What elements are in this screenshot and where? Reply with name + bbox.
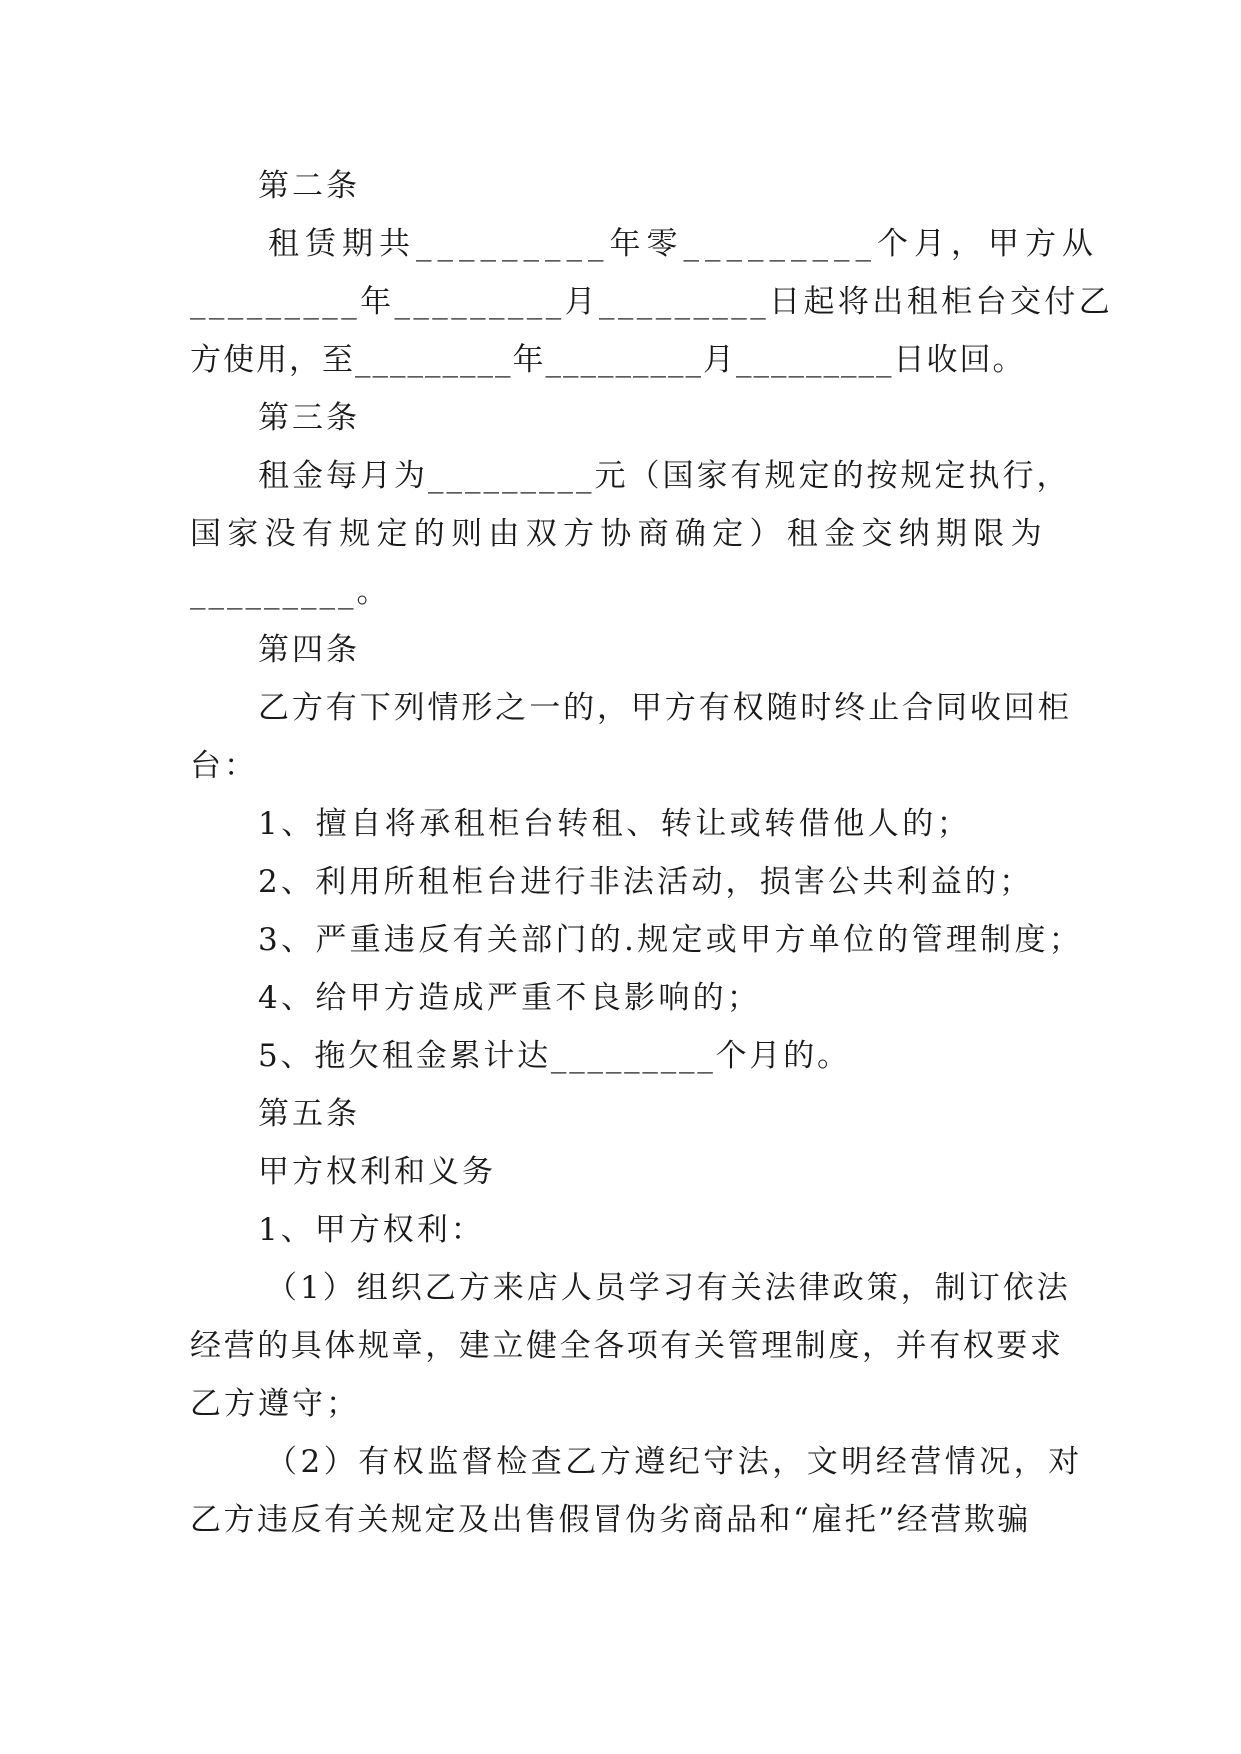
- list-item: 1、擅自将承租柜台转租、转让或转借他人的；: [258, 806, 972, 842]
- paragraph-line: （1）组织乙方来店人员学习有关法律政策，制订依法: [266, 1270, 1071, 1306]
- article-2-heading: 第二条: [258, 168, 360, 204]
- list-item: 4、给甲方造成严重不良影响的；: [258, 980, 762, 1016]
- article-4-heading: 第四条: [258, 632, 360, 668]
- paragraph-line: 乙方遵守；: [190, 1386, 360, 1422]
- paragraph-line: 台：: [190, 748, 258, 784]
- paragraph-line: 方使用，至_________年_________月_________日收回。: [190, 342, 1026, 378]
- paragraph-line: 乙方有下列情形之一的，甲方有权随时终止合同收回柜: [258, 690, 1072, 726]
- paragraph-line: 乙方违反有关规定及出售假冒伪劣商品和“雇托”经营欺骗: [190, 1502, 1031, 1538]
- subsection-heading: 1、甲方权利：: [258, 1212, 485, 1248]
- paragraph-line: （2）有权监督检查乙方遵纪守法，文明经营情况，对: [266, 1444, 1083, 1480]
- list-item: 3、严重违反有关部门的.规定或甲方单位的管理制度；: [258, 922, 1084, 958]
- section-heading: 甲方权利和义务: [258, 1154, 496, 1190]
- paragraph-line: 租赁期共_________年零_________个月，甲方从: [268, 226, 1099, 262]
- list-item: 2、利用所租柜台进行非法活动，损害公共利益的；: [258, 864, 1034, 900]
- paragraph-line: _________年_________月_________日起将出租柜台交付乙: [190, 284, 1114, 320]
- paragraph-line: 经营的具体规章，建立健全各项有关管理制度，并有权要求: [190, 1328, 1064, 1364]
- paragraph-line: _________。: [190, 574, 391, 610]
- article-3-heading: 第三条: [258, 400, 360, 436]
- paragraph-line: 租金每月为_________元（国家有规定的按规定执行，: [258, 458, 1071, 494]
- article-5-heading: 第五条: [258, 1096, 360, 1132]
- list-item: 5、拖欠租金累计达_________个月的。: [258, 1038, 851, 1074]
- paragraph-line: 国家没有规定的则由双方协商确定）租金交纳期限为: [190, 516, 1048, 552]
